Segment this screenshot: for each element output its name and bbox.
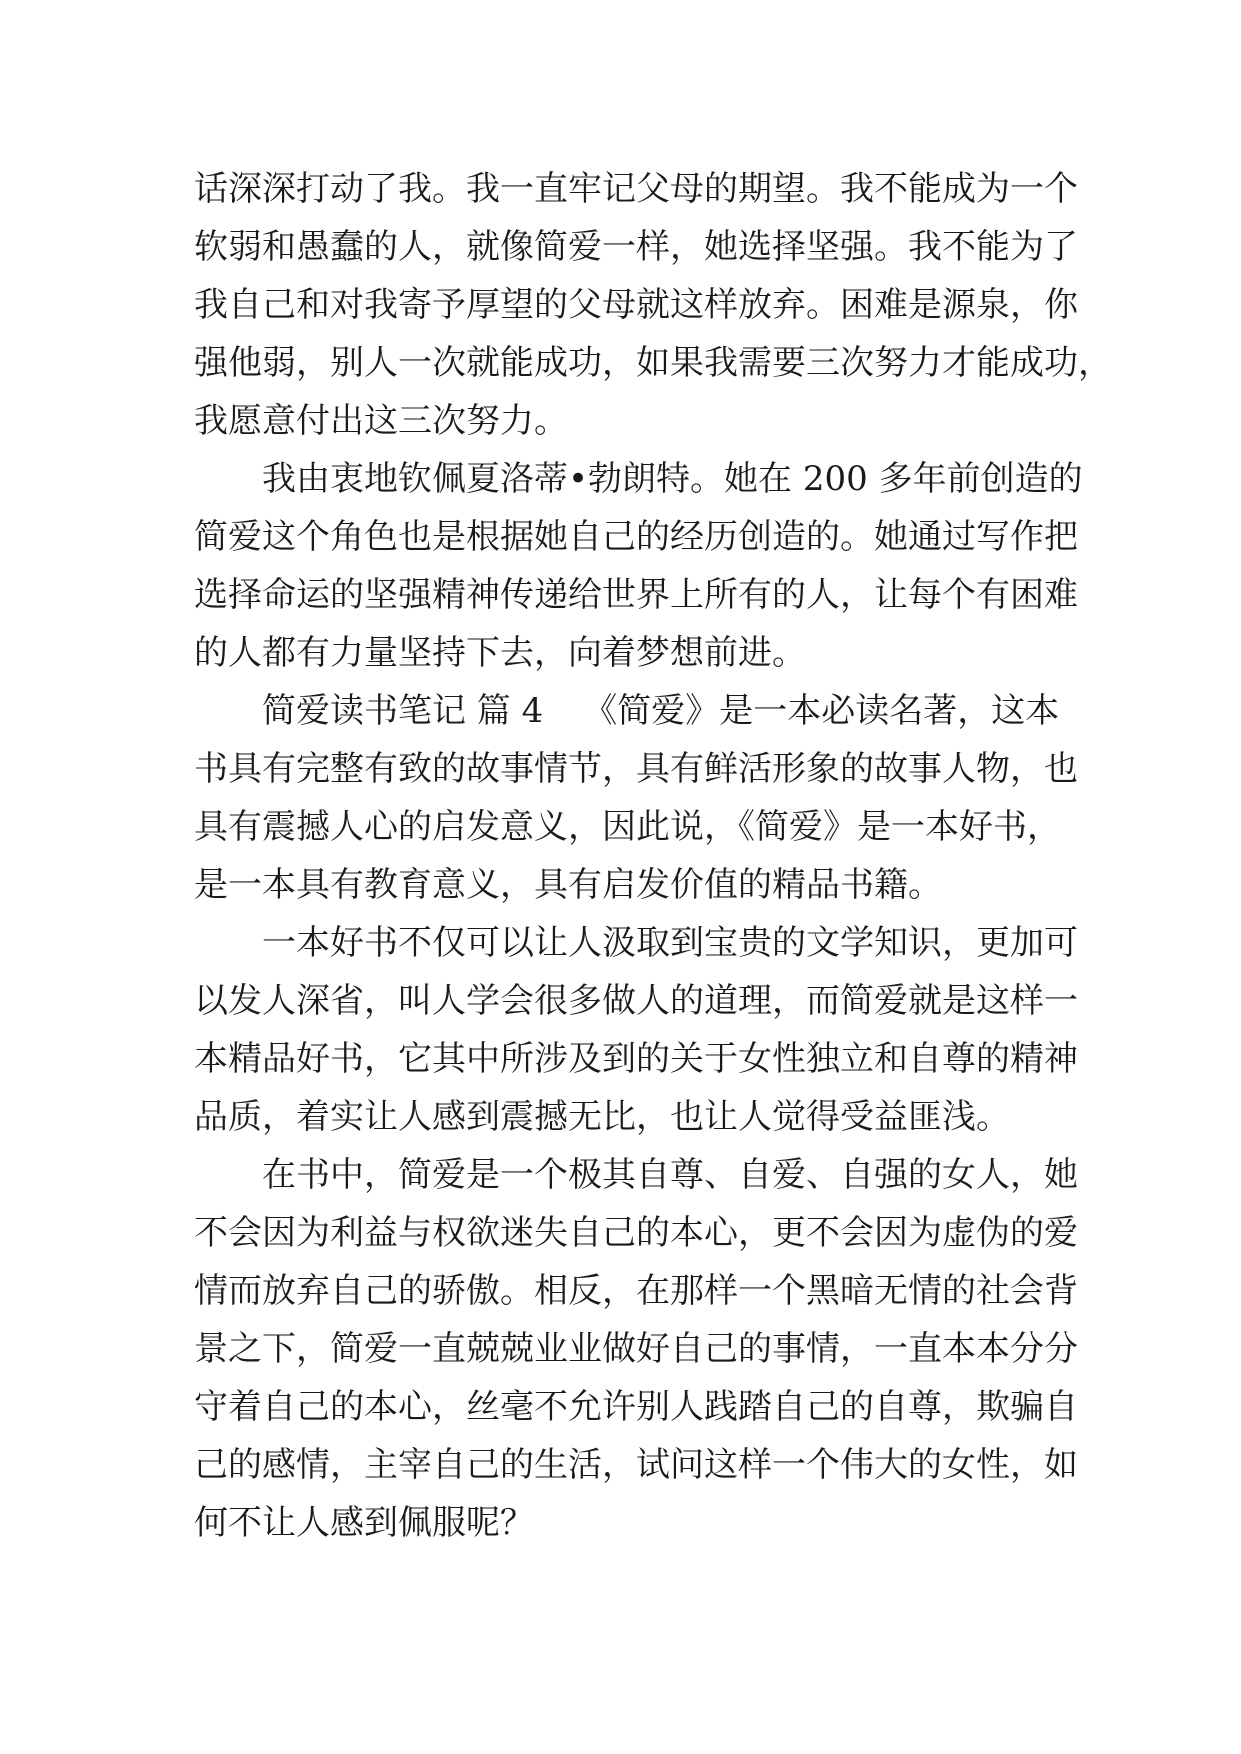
text-line: 本精品好书，它其中所涉及到的关于女性独立和自尊的精神 (194, 1039, 1078, 1079)
text-line: 不会因为利益与权欲迷失自己的本心，更不会因为虚伪的爱 (194, 1213, 1078, 1253)
text-line: 守着自己的本心，丝毫不允许别人践踏自己的自尊，欺骗自 (194, 1387, 1078, 1427)
text-line: 我愿意付出这三次努力。 (194, 401, 568, 441)
section-heading-line (194, 682, 1060, 740)
text-line: 话深深打动了我。我一直牢记父母的期望。我不能成为一个 (194, 169, 1078, 209)
text-line: 在书中，简爱是一个极其自尊、自爱、自强的女人，她 (262, 1155, 1078, 1195)
text-line: 何不让人感到佩服呢？ (194, 1503, 534, 1543)
body-text (194, 160, 1112, 1552)
text-line: 我自己和对我寄予厚望的父母就这样放弃。困难是源泉，你 (194, 285, 1078, 325)
text-line: 强他弱，别人一次就能成功，如果我需要三次努力才能成功， (194, 343, 1112, 383)
text-line: 品质，着实让人感到震撼无比，也让人觉得受益匪浅。 (194, 1097, 1010, 1137)
text-line: 以发人深省，叫人学会很多做人的道理，而简爱就是这样一 (194, 981, 1078, 1021)
section-lead-text: 《简爱》是一本必读名著，这本 (583, 691, 1060, 731)
text-line: 选择命运的坚强精神传递给世界上所有的人，让每个有困难 (194, 575, 1078, 615)
text-line: 情而放弃自己的骄傲。相反，在那样一个黑暗无情的社会背 (194, 1271, 1078, 1311)
text-line: 具有震撼人心的启发意义，因此说，《简爱》是一本好书， (194, 807, 1061, 847)
text-line: 是一本具有教育意义，具有启发价值的精品书籍。 (194, 865, 942, 905)
text-line: 简爱这个角色也是根据她自己的经历创造的。她通过写作把 (194, 517, 1078, 557)
section-heading: 简爱读书笔记 篇 4 (262, 691, 544, 731)
text-line: 软弱和愚蠢的人，就像简爱一样，她选择坚强。我不能为了 (194, 227, 1078, 267)
text-line: 己的感情，主宰自己的生活，试问这样一个伟大的女性，如 (194, 1445, 1078, 1485)
text-line: 一本好书不仅可以让人汲取到宝贵的文学知识，更加可 (262, 923, 1078, 963)
text-line: 书具有完整有致的故事情节，具有鲜活形象的故事人物，也 (194, 749, 1078, 789)
text-line: 我由衷地钦佩夏洛蒂•勃朗特。她在 200 多年前创造的 (262, 459, 1083, 499)
text-line: 的人都有力量坚持下去，向着梦想前进。 (194, 633, 806, 673)
text-line: 景之下，简爱一直兢兢业业做好自己的事情，一直本本分分 (194, 1329, 1078, 1369)
